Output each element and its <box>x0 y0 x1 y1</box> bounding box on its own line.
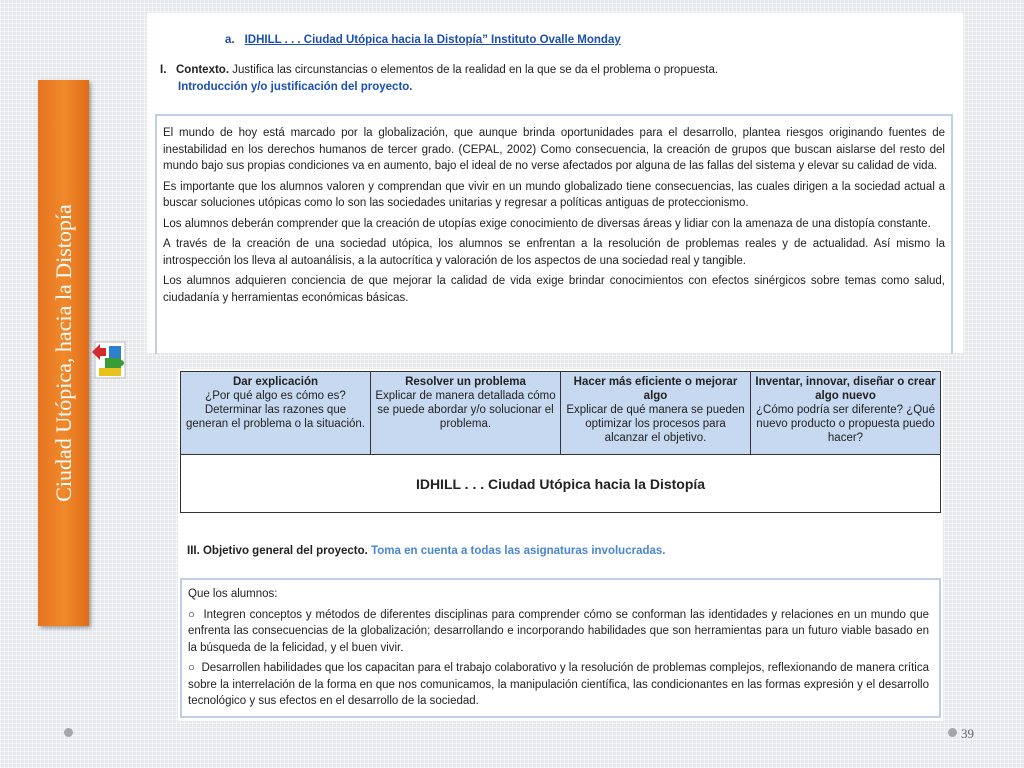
item-label: a. <box>225 34 235 46</box>
document-title: IDHILL . . . Ciudad Utópica hacia la Distopía” Instituto Ovalle Monday <box>244 34 621 46</box>
project-type-table <box>180 371 941 455</box>
context-heading: Contexto. <box>175 64 230 76</box>
context-text: Justifica las circunstancias o elementos de la realidad en la que se da el problema o propuesta. <box>229 64 719 76</box>
context-text-box <box>155 114 953 354</box>
table-cell <box>371 372 561 455</box>
paragraph: Los alumnos adquieren conciencia de que mejorar la calidad de vida exige brindar conocimientos con efectos sinérgicos sobre temas como salud, ciudadanía y herramientas económicas básicas. <box>163 275 945 304</box>
list-item <box>188 660 929 710</box>
table-cell <box>181 372 371 455</box>
objective-text-box <box>180 578 941 718</box>
cell-text: Explicar de manera detallada cómo se puede abordar y/o solucionar el problema. <box>375 390 556 430</box>
bullet-icon: ○ <box>188 662 195 674</box>
cell-text: ¿Cómo podría ser diferente? ¿Qué nuevo producto o propuesta puedo hacer? <box>756 404 935 444</box>
table-cell <box>751 372 941 455</box>
paragraph: Es importante que los alumnos valoren y comprendan que vivir en un mundo globalizado tiene consecuencias, las cuales dirigen a la sociedad actual a buscar soluciones utópicas como lo son las sociedades unitarias y regresar a políticas antiguas de proteccionismo. <box>163 180 945 209</box>
objective-intro: Que los alumnos: <box>188 588 278 600</box>
project-context-document <box>147 13 963 353</box>
decorative-dot <box>948 728 957 737</box>
intro-heading: Introducción y/o justificación del proyecto. <box>178 81 413 93</box>
bullet-icon: ○ <box>188 608 196 621</box>
paragraph: El mundo de hoy está marcado por la globalización, que aunque brinda oportunidades para el desarrollo, plantea riesgos originando fuentes de inestabilidad en los derechos humanos de tercer grado. (CEPAL, 2002) Como consecuencia, la creación de grupos que buscan aislarse del resto del mundo bajo sus propias condiciones va en aumento, bajo el ideal de no verse afectados por alguna de las fallas del sistema y elevar su calidad de vida. <box>163 127 945 172</box>
side-title: Ciudad Utópica, hacia la Distopía <box>50 204 76 502</box>
cell-text: Explicar de qué manera se pueden optimizar los procesos para alcanzar el objetivo. <box>566 404 745 444</box>
puzzle-icon <box>91 338 127 380</box>
table-row <box>181 372 941 455</box>
document-title-line <box>225 34 621 46</box>
objective-heading <box>187 545 665 557</box>
objective-note: Toma en cuenta a todas las asignaturas involucradas. <box>371 545 666 557</box>
bullet-text: Integren conceptos y métodos de diferentes disciplinas para comprender cómo se conforman las identidades y relaciones en un mundo que enfrenta las consecuencias de la globalización; desarrollando e incorporando habilidades que son herramientas para un futuro viable basado en la búsqueda de la felicidad, y el buen vivir. <box>188 608 929 654</box>
section-number: I. <box>160 64 167 76</box>
cell-heading: Inventar, innovar, diseñar o crear algo nuevo <box>755 376 936 402</box>
cell-text: ¿Por qué algo es cómo es? Determinar las razones que generan el problema o la situación. <box>185 390 365 430</box>
objective-label: III. Objetivo general del proyecto. <box>187 545 368 557</box>
side-title-banner <box>38 80 89 626</box>
cell-heading: Resolver un problema <box>405 376 526 388</box>
list-item <box>188 607 929 657</box>
table-cell <box>561 372 751 455</box>
page-number: 39 <box>961 726 974 741</box>
bullet-text: Desarrollen habilidades que los capacitan para el trabajo colaborativo y la resolución de problemas complejos, reflexionando de manera crítica sobre la interrelación de la forma en que nos comunicamos, la manipulación científica, las condicionantes en las formas expresión y el desarrollo tecnológico y sus efectos en el desarrollo de la sociedad. <box>188 662 929 707</box>
paragraph: Los alumnos deberán comprender que la creación de utopías exige conocimiento de diversas áreas y lidiar con la amenaza de una distopía constante. <box>163 217 931 230</box>
context-line <box>160 64 718 76</box>
project-objective-document <box>178 369 943 721</box>
project-title-box <box>180 455 941 513</box>
decorative-dot <box>64 728 73 737</box>
project-title: IDHILL . . . Ciudad Utópica hacia la Distopía <box>415 475 706 492</box>
cell-heading: Dar explicación <box>232 376 318 388</box>
paragraph: A través de la creación de una sociedad utópica, los alumnos se enfrentan a la resolución de problemas reales y de actualidad. Así mismo la introspección los lleva al autoanálisis, a la autocrítica y valoración de los aspectos de una sociedad real y tangible. <box>163 238 945 267</box>
cell-heading: Hacer más eficiente o mejorar algo <box>573 376 738 402</box>
